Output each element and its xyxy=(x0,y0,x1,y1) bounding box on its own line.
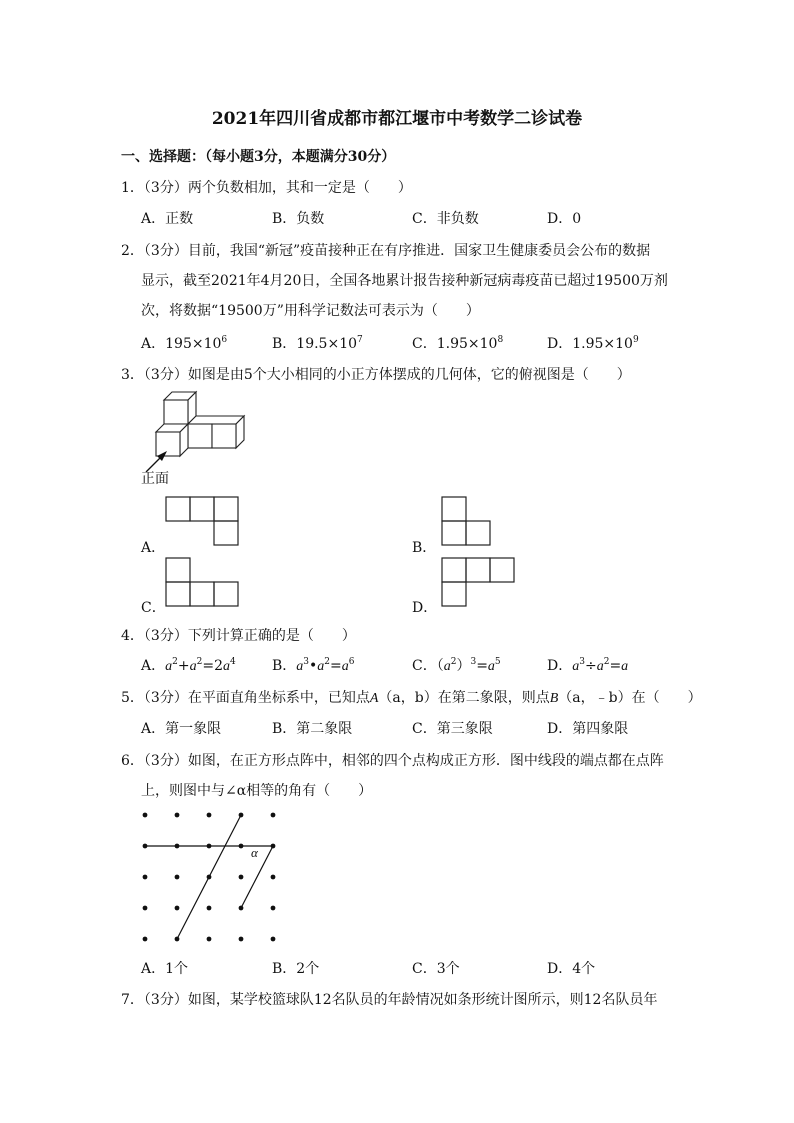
q5-option-a: A．第一象限 xyxy=(141,721,222,737)
q1-option-a: A．正数 xyxy=(141,211,194,227)
q4-option-d: D．$a^3\div a^2=a$ xyxy=(547,657,629,674)
question-1-text: 1．（3分）两个负数相加，其和一定是（ ） xyxy=(121,180,412,196)
q2-option-b: B．$19.5\times 10^7$ xyxy=(272,335,363,352)
q3-option-b-view xyxy=(441,496,493,548)
alpha-label: α xyxy=(251,845,258,860)
q3-option-d-view xyxy=(441,557,517,609)
q4-option-b: B．$a^3•a^2=a^6$ xyxy=(272,657,355,674)
q2-option-c: C．$1.95\times 10^8$ xyxy=(412,335,504,352)
q2-option-a: A．$195\times 10^6$ xyxy=(141,335,228,352)
question-7-text: 7．（3分）如图，某学校篮球队12名队员的年龄情况如条形统计图所示，则12名队员年 xyxy=(121,992,658,1008)
page-title: 2021年四川省成都市都江堰市中考数学二诊试卷 xyxy=(211,109,583,129)
q5-option-c: C．第三象限 xyxy=(412,721,493,737)
q4-option-a: A．$a^2+a^2=2a^4$ xyxy=(141,657,236,674)
q3-option-c-label: C． xyxy=(141,600,166,616)
q1-option-d: D．0 xyxy=(547,211,582,227)
question-6-line-2: 上，则图中与∠α相等的角有（ ） xyxy=(141,783,373,799)
question-5-text: 5．（3分）在平面直角坐标系中，已知点A（a，b）在第二象限，则点B（a，﹣b）在（ ） xyxy=(121,690,702,706)
q5-option-b: B．第二象限 xyxy=(272,721,353,737)
q6-option-b: B．2个 xyxy=(272,961,320,977)
q3-option-d-label: D． xyxy=(412,600,438,616)
question-6-line-1: 6．（3分）如图，在正方形点阵中，相邻的四个点构成正方形．图中线段的端点都在点阵 xyxy=(121,753,664,769)
front-label: 正面 xyxy=(141,471,169,487)
q6-option-a: A．1个 xyxy=(141,961,189,977)
q3-option-b-label: B． xyxy=(412,540,437,556)
q6-option-c: C．3个 xyxy=(412,961,460,977)
q6-option-d: D．4个 xyxy=(547,961,596,977)
q3-option-a-label: A． xyxy=(141,540,166,556)
question-4-text: 4．（3分）下列计算正确的是（ ） xyxy=(121,628,356,644)
section-heading: 一、选择题：（每小题3分，本题满分30分） xyxy=(121,149,396,165)
dot-lattice-figure xyxy=(135,805,285,950)
question-2-line-1: 2．（3分）目前，我国“新冠”疫苗接种正在有序推进．国家卫生健康委员会公布的数据 xyxy=(121,243,651,259)
q5-option-d: D．第四象限 xyxy=(547,721,629,737)
q1-option-b: B．负数 xyxy=(272,211,325,227)
q4-option-c: C．$(a^2)^3=a^5$ xyxy=(412,657,501,674)
question-2-line-2: 显示，截至2021年4月20日，全国各地累计报告接种新冠病毒疫苗已超过19500万剂 xyxy=(141,273,668,289)
question-2-line-3: 次，将数据“19500万”用科学记数法可表示为（ ） xyxy=(141,303,480,319)
q3-option-a-view xyxy=(165,496,241,548)
question-3-text: 3．（3分）如图是由5个大小相同的小正方体摆成的几何体，它的俯视图是（ ） xyxy=(121,367,631,383)
q2-option-d: D．$1.95\times 10^9$ xyxy=(547,335,639,352)
q1-option-c: C．非负数 xyxy=(412,211,479,227)
q3-option-c-view xyxy=(165,557,241,609)
